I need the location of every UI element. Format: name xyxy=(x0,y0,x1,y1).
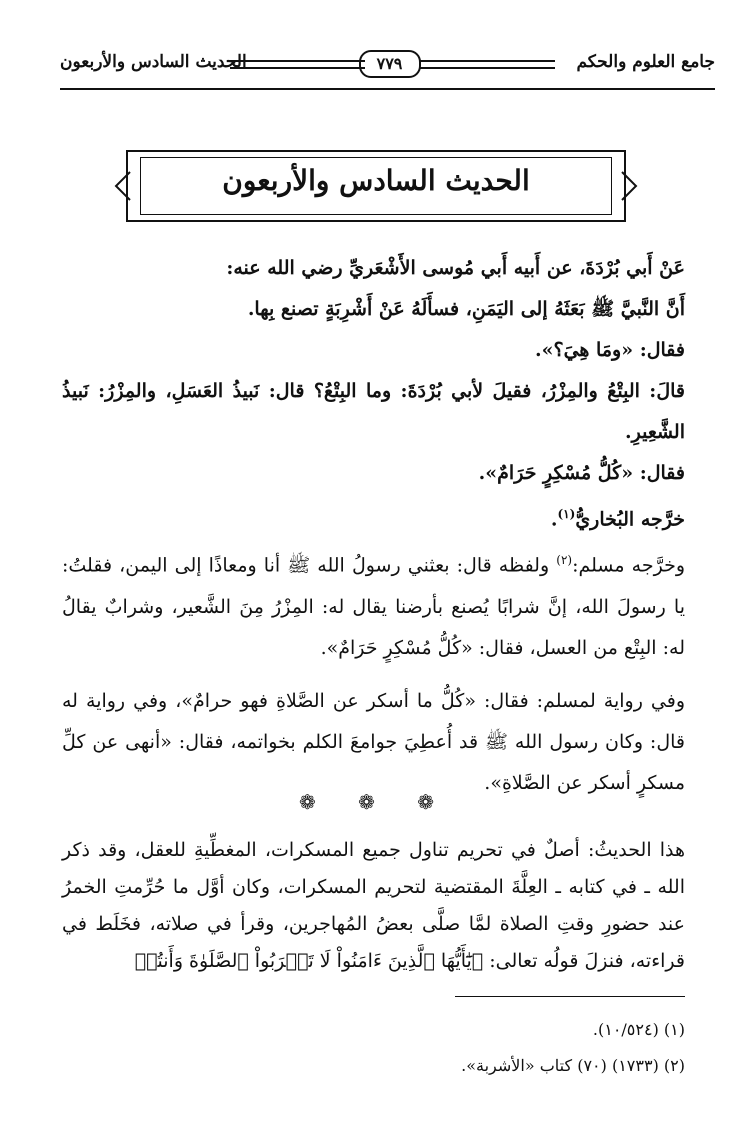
hadith-title-frame xyxy=(126,150,626,222)
header-rule xyxy=(420,60,555,69)
hadith-line: فقال: «ومَا هِيَ؟». xyxy=(535,339,685,361)
narration-text: ولفظه قال: بعثني رسولُ الله ﷺ أنا ومعاذًا إلى اليمن، فقلتُ: يا رسولَ الله، إنَّ شرابًا يُصنع بأرضنا يقال له: المِزْرُ مِنَ الشَّعير، وشرابٌ يقالُ له: البِتْع من العسل، فقال: «كُلُّ مُسْكِرٍ حَرَامٌ». xyxy=(62,554,685,659)
header-rule xyxy=(230,60,365,69)
hadith-line: عَنْ أَبي بُرْدَةَ، عن أَبيه أَبي مُوسى الأَشْعَريِّ رضي الله عنه: xyxy=(226,257,685,279)
hadith-title: الحديث السادس والأربعون xyxy=(222,164,530,197)
running-header xyxy=(60,48,715,82)
chapter-title: الحديث السادس والأربعون xyxy=(60,52,247,72)
footnote-marker: (١) xyxy=(557,507,576,521)
footnote-marker: (٢) xyxy=(556,553,573,568)
footnotes xyxy=(62,1012,685,1084)
narration-intro: وخرَّجه مسلم: xyxy=(572,554,685,577)
attribution: خرَّجه البُخاريُّ$^{(١)}$. xyxy=(550,507,685,531)
hadith-line: أَنَّ النَّبيَّ ﷺ بَعَثَهُ إلى اليَمَنِ، فسأَلَهُ عَنْ أَشْرِبَةٍ تصنع بِها. xyxy=(247,298,685,320)
page-number: ٧٧٩ xyxy=(359,50,421,78)
narration xyxy=(62,540,685,668)
hadith-line: قالَ: البِتْعُ والمِزْرُ، فقيلَ لأبي بُرْدَةَ: وما البِتْعُ؟ قال: نَبيذُ العَسَلِ، والمِزْرُ: نَبيذُ الشَّعِيرِ. xyxy=(62,380,685,443)
header-divider xyxy=(60,88,715,90)
attribution-text: خرَّجه البُخاريُّ xyxy=(575,508,685,531)
section-separator: ❁ ❁ ❁ xyxy=(299,790,452,814)
book-title: جامع العلوم والحكم xyxy=(576,52,715,72)
footnote: (٢) (١٧٣٣) (٧٠) كتاب «الأشربة». xyxy=(461,1056,685,1075)
footnote-divider xyxy=(455,996,685,997)
commentary: هذا الحديثُ: أصلٌ في تحريم تناول جميع المسكرات، المغطِّيةِ للعقل، وقد ذكر الله ـ في كتابه ـ العِلَّةَ المقتضية لتحريم المسكرات، وكان أوَّل ما حُرِّمتِ الخمرُ عند حضورِ وقتِ الصلاة لمَّا صلَّى بعضُ المُهاجرين، وقرأ في صلاته، فخَلَط في قراءته، فنزلَ قولُه تعالى: ﴿يَٰٓأَيُّهَا ٱلَّذِينَ ءَامَنُواْ لَا تَقۡرَبُواْ ٱلصَّلَوٰةَ وَأَنتُمۡ xyxy=(62,839,685,972)
narration-variant: وفي رواية لمسلم: فقال: «كُلُّ ما أسكر عن الصَّلاةِ فهو حرامٌ»، وفي رواية له قال: وكان رسول الله ﷺ قد أُعطِيَ جوامعَ الكلم بخواتمه، فقال: «أنهى عن كلِّ مسكرٍ أسكر عن الصَّلاةِ». xyxy=(62,689,685,794)
hadith-line: فقال: «كُلُّ مُسْكِرٍ حَرَامٌ». xyxy=(478,462,685,484)
hadith-text xyxy=(62,248,685,804)
footnote: (١) (١٠/٥٢٤). xyxy=(592,1020,685,1039)
